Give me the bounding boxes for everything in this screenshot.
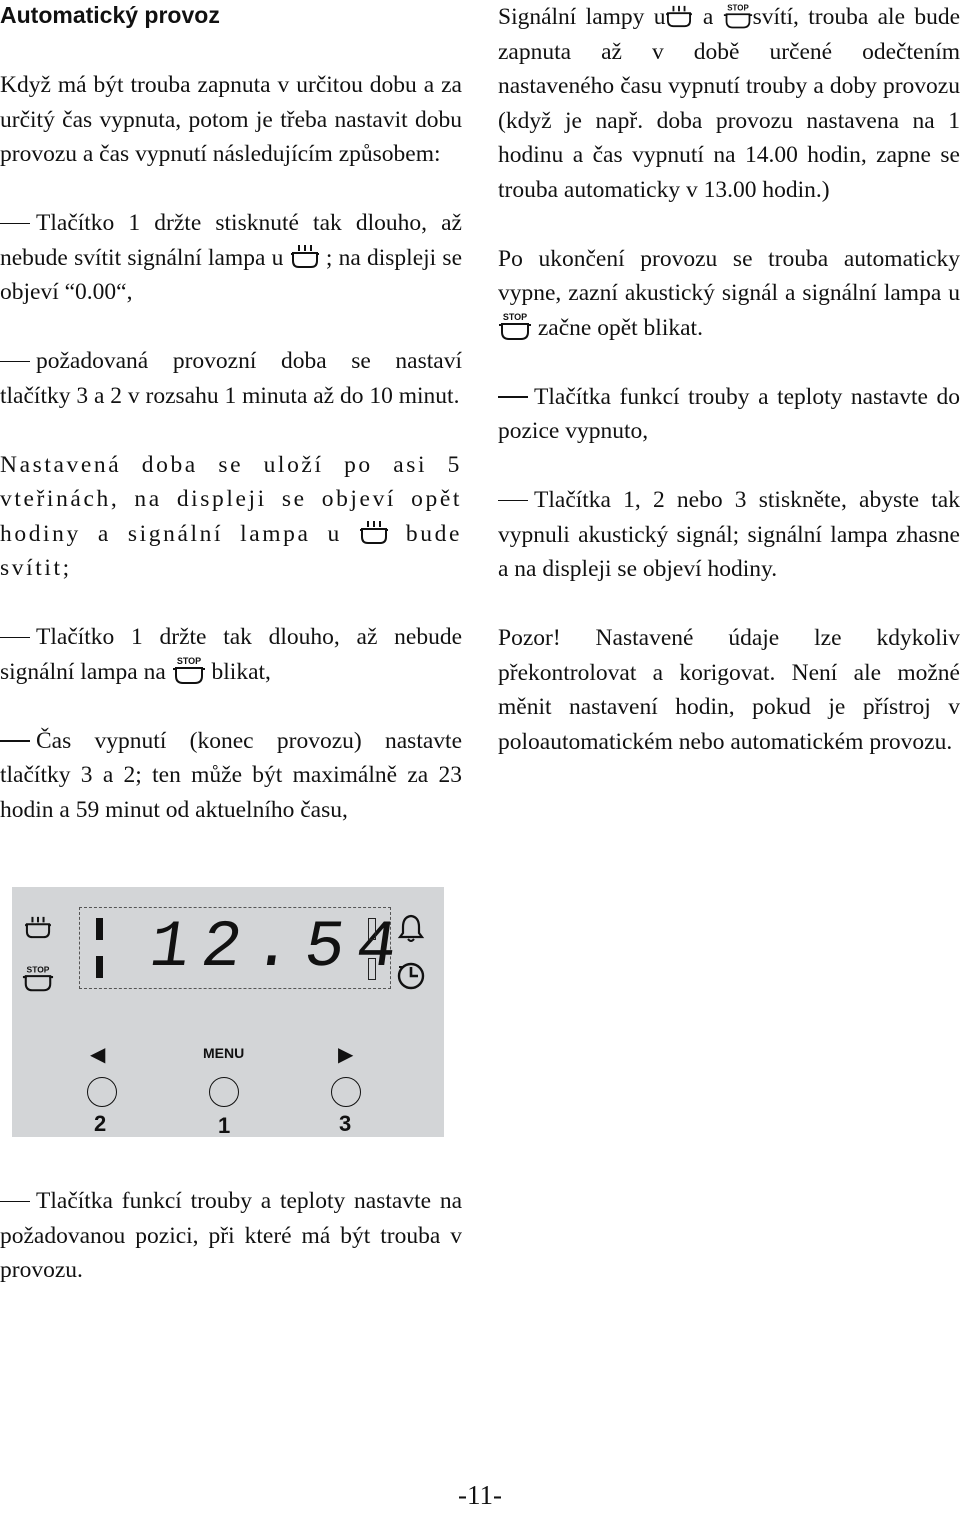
svg-text:STOP: STOP <box>176 656 201 667</box>
stop-pot-icon <box>22 963 54 998</box>
left-arrow-icon: ◀ <box>90 1042 106 1066</box>
stop-pot-icon <box>172 655 206 685</box>
dash-mark <box>0 223 30 225</box>
step-4-text: Čas vypnutí (konec provozu) nastavte tlačítky 3 a 2; ten může být maximálně za 23 hodin a 59 minut od aktuelního času, <box>0 727 462 823</box>
cooking-pot-icon <box>24 915 52 944</box>
dash-mark <box>0 637 30 639</box>
intro-paragraph: Když má být trouba zapnuta v určitou dobu a za určitý čas vypnuta, potom je třeba nastavit dobu provozu a čas vypnutí následujícím způsobem: <box>0 72 462 167</box>
step-3-paragraph <box>0 620 462 689</box>
right-column <box>498 0 960 794</box>
dash-mark <box>498 396 528 398</box>
lcd-indicator-segment <box>96 918 103 940</box>
end-text-a: Po ukončení provozu se trouba automaticky vypne, zazní akustický signál a signální lampa u <box>498 245 960 306</box>
section-heading: Automatický provoz <box>0 2 220 28</box>
lcd-indicator-segment <box>368 958 376 980</box>
lcd-indicator-segment <box>96 956 103 978</box>
button-2-number: 2 <box>94 1111 107 1136</box>
bottom-paragraph <box>0 1184 462 1288</box>
cooking-pot-icon <box>290 243 320 269</box>
display-time: 12.54 <box>144 910 414 985</box>
stop-pot-icon <box>723 2 753 30</box>
svg-text:STOP: STOP <box>26 964 50 975</box>
lamps-paragraph <box>498 0 960 207</box>
cooking-pot-icon <box>359 519 389 545</box>
saved-paragraph <box>0 448 462 586</box>
knobs-operation-paragraph <box>0 1184 462 1288</box>
saved-text-a: Nastavená doba se uloží po asi 5 vteřinách, na displeji se objeví opět hodiny a signální lampa u <box>0 451 462 547</box>
buttons-text: Tlačítka 1, 2 nebo 3 stiskněte, abyste tak vypnuli akustický signál; signální lampa zhasne a na displeji se objeví hodiny. <box>498 487 960 582</box>
svg-text:STOP: STOP <box>502 312 528 323</box>
knobs-off-paragraph <box>498 380 960 449</box>
menu-label: MENU <box>203 1045 245 1061</box>
stop-pot-icon <box>498 311 532 341</box>
end-paragraph <box>498 242 960 346</box>
button-3[interactable] <box>331 1077 361 1107</box>
page-number: -11- <box>458 1480 502 1510</box>
end-text-b: začne opět blikat. <box>537 314 703 341</box>
cooking-pot-icon <box>665 4 693 28</box>
lamps-text-b: a <box>702 4 714 30</box>
right-arrow-icon: ▶ <box>338 1042 354 1066</box>
step-1-text-a: Tlačítko 1 držte stisknuté tak dlouho, až nebude svítit signální lampa u <box>0 210 462 271</box>
step-3-text-b: blikat, <box>211 658 271 685</box>
bell-icon <box>397 913 425 948</box>
step-2-text: požadovaná provozní doba se nastaví tlačítky 3 a 2 v rozsahu 1 minuta až do 10 minut. <box>0 348 462 409</box>
lamps-text-c: svítí, trouba ale bude zapnuta až v době určené odečtením nastaveného času vypnutí trouby a doby provozu (když je např. doba provozu nastavena na 1 hodinu a čas vypnutí na 14.00 hodin, zapne se trouba automaticky v 13.00 hodin.) <box>498 4 960 203</box>
clock-icon <box>396 961 426 996</box>
step-4-paragraph <box>0 724 462 828</box>
left-column <box>0 0 462 862</box>
button-2[interactable] <box>87 1077 117 1107</box>
saved-text-b: bude svítit; <box>0 520 462 581</box>
lcd-display <box>79 907 414 989</box>
lamps-text-a: Signální lampy u <box>498 4 666 30</box>
button-3-number: 3 <box>339 1111 352 1136</box>
warning-paragraph: Pozor! Nastavené údaje lze kdykoliv překontrolovat a korigovat. Není ale možné měnit nastavení hodin, pokud je přístroj v poloautomatickém nebo automatickém provozu. <box>498 625 960 755</box>
oven-control-panel <box>12 887 444 1137</box>
dash-mark <box>0 1201 30 1203</box>
lcd-indicator-segment <box>368 918 376 940</box>
step-1-text-b: ; na displeji se objeví “0.00“, <box>0 244 463 305</box>
dash-mark <box>0 740 30 742</box>
step-2-paragraph <box>0 344 462 413</box>
bottom-text: Tlačítka funkcí trouby a teploty nastavte na požadovanou pozici, při které má být trouba v provozu. <box>0 1188 462 1283</box>
step-3-text-a: Tlačítko 1 držte tak dlouho, až nebude signální lampa na <box>0 624 462 685</box>
buttons-paragraph <box>498 483 960 587</box>
svg-text:STOP: STOP <box>726 3 749 13</box>
knobs-off-text: Tlačítka funkcí trouby a teploty nastavte do pozice vypnuto, <box>498 383 960 444</box>
dash-mark <box>0 361 30 363</box>
button-1-number: 1 <box>218 1113 231 1138</box>
step-1-paragraph <box>0 206 462 310</box>
dash-mark <box>498 500 528 502</box>
button-1[interactable] <box>209 1077 239 1107</box>
